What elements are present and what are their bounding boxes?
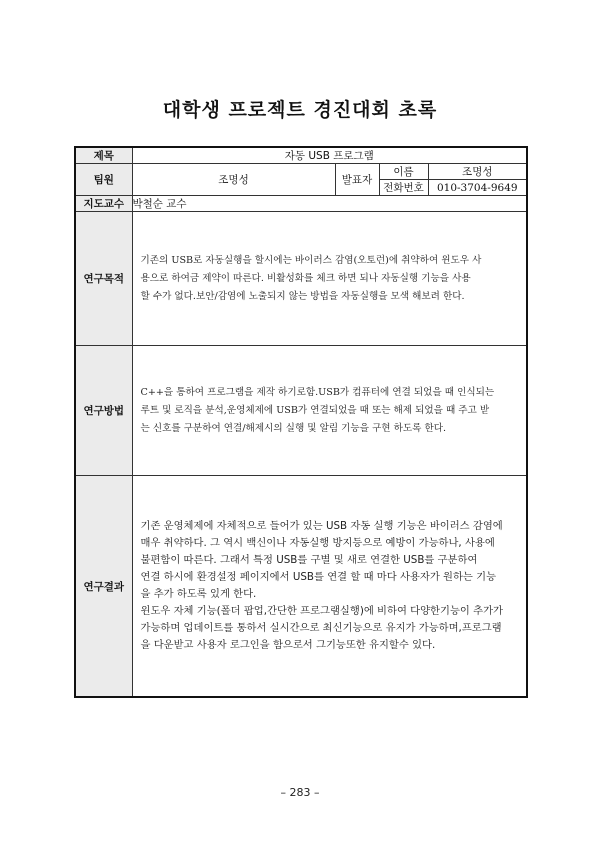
document-title: 대학생 프로젝트 경진대회 초록 [162, 99, 438, 121]
advisor-value: 박철순 교수 [132, 196, 527, 212]
method-line: C++을 통하여 프로그램을 제작 하기로함.USB가 컴퓨터에 연결 되었을 때 인식되는 [140, 386, 495, 398]
purpose-label: 연구목적 [75, 212, 132, 346]
result-line: 을 다운받고 사용자 로그인을 함으로서 그기능또한 유지할수 있다. [140, 639, 436, 651]
team-label: 팀원 [75, 164, 132, 196]
presenter-label: 발표자 [335, 164, 379, 196]
phone-label: 전화번호 [379, 180, 428, 196]
purpose-line: 기존의 USB로 자동실행을 할시에는 바이러스 감염(오토런)에 취약하여 윈도우 사 [140, 254, 482, 266]
result-line: 기존 운영체제에 자체적으로 들어가 있는 USB 자동 실행 기능은 바이러스 감염에 [140, 520, 503, 532]
method-content [132, 346, 527, 476]
method-label: 연구방법 [75, 346, 132, 476]
method-line: 는 신호를 구분하여 연결/해제시의 실행 및 알림 기능을 구현 하도록 한다. [140, 422, 447, 434]
title-label: 제목 [75, 147, 132, 164]
name-label: 이름 [379, 164, 428, 180]
title-value: 자동 USB 프로그램 [132, 147, 527, 164]
result-line: 연결 하시에 환경설정 페이지에서 USB를 연결 할 때 마다 사용자가 원하는 기능 [140, 571, 497, 583]
abstract-form-table [74, 146, 528, 698]
result-line: 윈도우 자체 기능(폴더 팝업,간단한 프로그램실행)에 비하여 다양한기능이 추가가 [140, 605, 503, 617]
result-content [132, 476, 527, 698]
result-line: 을 추가 하도록 있게 한다. [140, 588, 257, 600]
team-value: 조명성 [132, 164, 335, 196]
purpose-line: 용으로 하여금 제약이 따른다. 비활성화를 체크 하면 되나 자동실행 기능을 사용 [140, 272, 471, 284]
name-value: 조명성 [428, 164, 527, 180]
purpose-line: 할 수가 없다.보안/감염에 노출되지 않는 방법을 자동실행을 모색 해보려 한다. [140, 290, 465, 302]
purpose-content [132, 212, 527, 346]
result-label: 연구결과 [75, 476, 132, 698]
result-line: 불편함이 따른다. 그래서 특정 USB를 구별 및 새로 연결한 USB를 구분하여 [140, 554, 478, 566]
page-number: – 283 – [280, 786, 320, 799]
advisor-label: 지도교수 [75, 196, 132, 212]
method-line: 루트 및 로직을 분석,운영체제에 USB가 연결되었을 때 또는 해제 되었을 때 주고 받 [140, 404, 490, 416]
result-line: 매우 취약하다. 그 역시 백신이나 자동실행 방지등으로 예방이 가능하나, 사용에 [140, 537, 495, 549]
result-line: 가능하며 업데이트를 통하서 실시간으로 최신기능으로 유지가 가능하며,프로그램 [140, 622, 502, 634]
phone-value: 010-3704-9649 [428, 180, 527, 196]
